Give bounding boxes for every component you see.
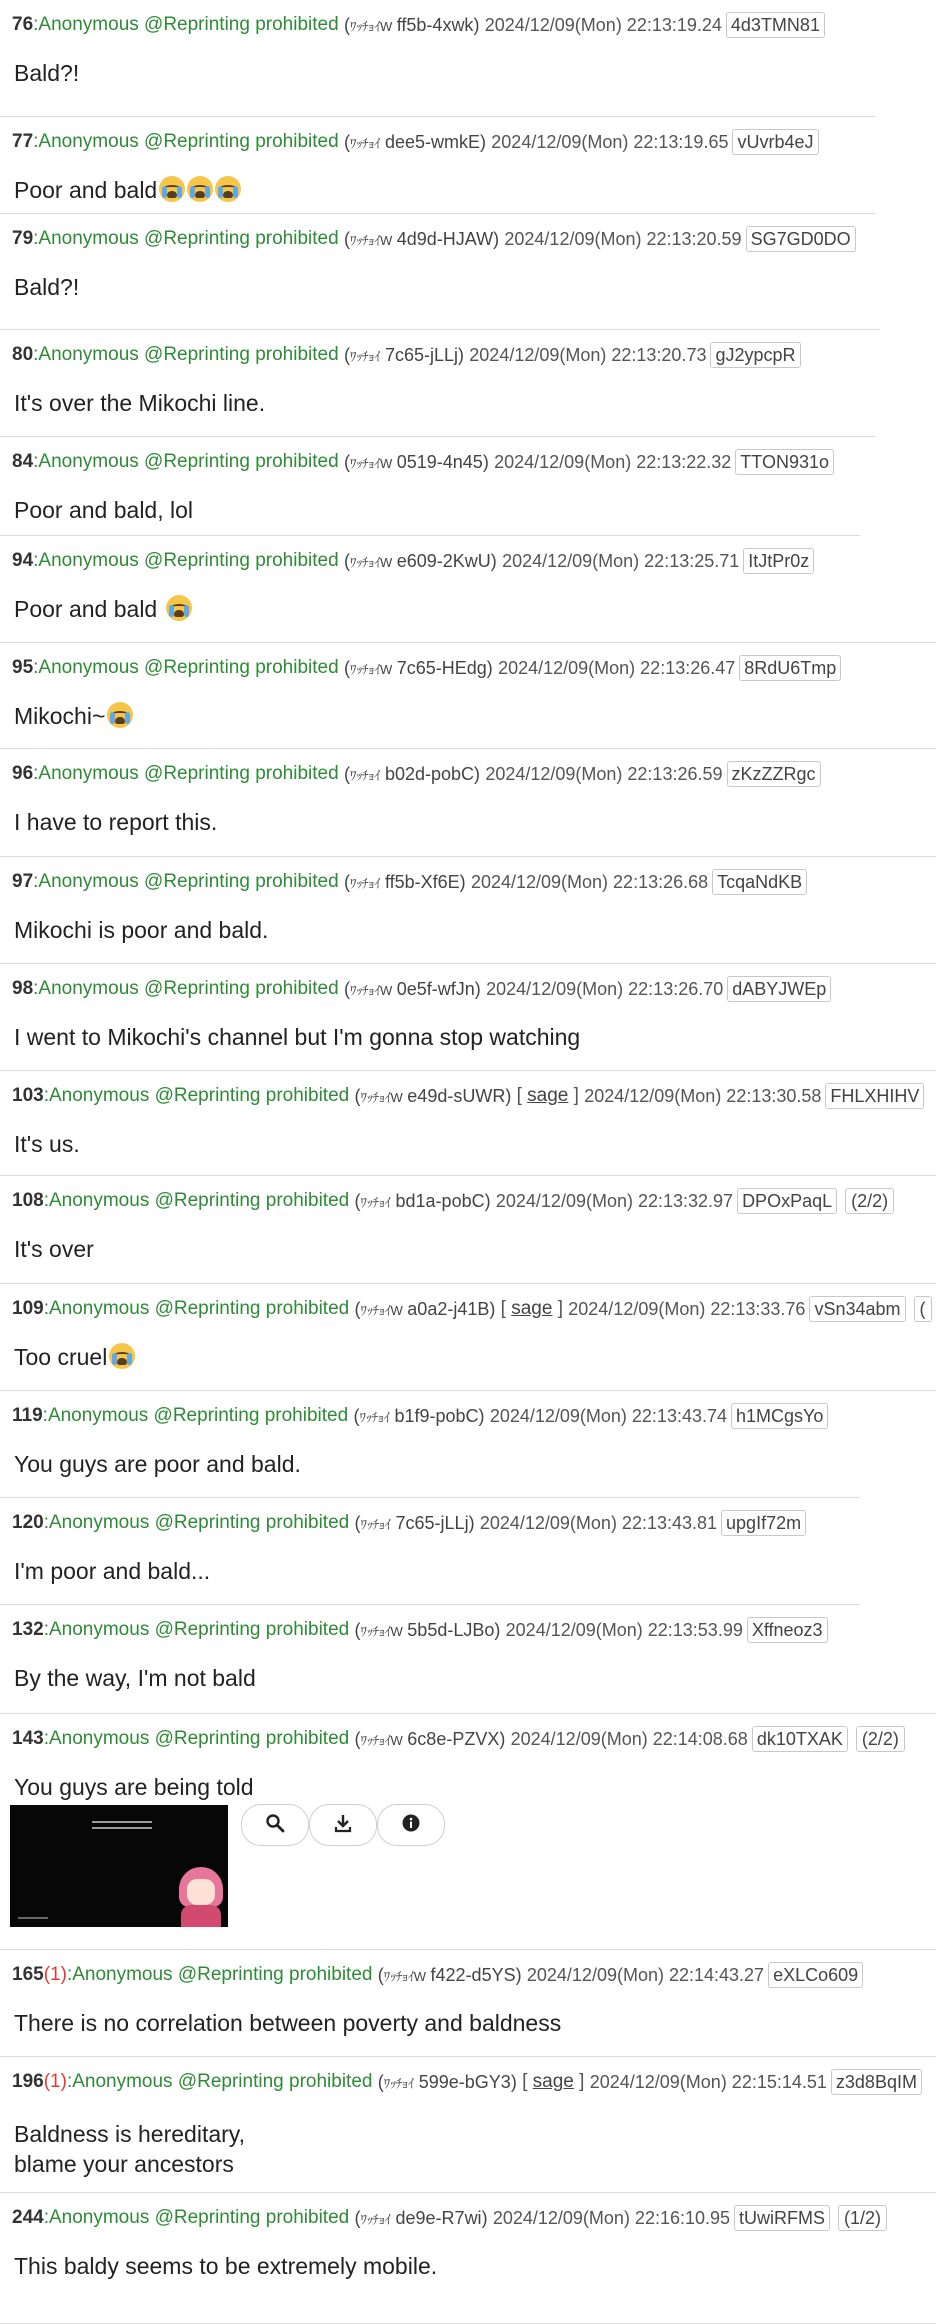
post-count-badge: ( — [914, 1296, 932, 1322]
post-number[interactable]: 80 — [12, 344, 34, 365]
post-number[interactable]: 119 — [12, 1405, 43, 1426]
post-date: 2024/12/09(Mon) 22:13:30.58 — [584, 1085, 822, 1106]
post-message — [14, 915, 268, 945]
post-date: 2024/12/09(Mon) 22:13:43.81 — [479, 1512, 718, 1533]
post — [0, 1498, 936, 1605]
post-number[interactable]: 79 — [12, 228, 34, 249]
trip-code: 0519-4n45 — [396, 451, 483, 472]
tear-right-icon — [177, 186, 182, 198]
poster-trip: (ﾜｯﾁｮｲ de9e-R7wi) — [354, 2207, 488, 2228]
post — [0, 857, 936, 964]
zoom-button[interactable] — [241, 1804, 309, 1846]
trip-kana: ﾜｯﾁｮｲW — [349, 554, 392, 570]
post-date: 2024/12/09(Mon) 22:13:20.59 — [504, 228, 742, 249]
post-message — [14, 701, 133, 731]
colon-separator: : — [43, 1190, 49, 1211]
post — [0, 1391, 936, 1498]
poster-id[interactable]: eXLCo609 — [768, 1962, 863, 1988]
colon-separator: : — [33, 344, 39, 365]
tear-left-icon — [190, 186, 195, 198]
post-header — [12, 546, 814, 576]
post-date: 2024/12/09(Mon) 22:13:20.73 — [469, 344, 707, 365]
trip-code: b1f9-pobC — [394, 1405, 479, 1426]
post-header — [12, 1294, 932, 1324]
image-caption-text — [92, 1821, 152, 1835]
poster-id[interactable]: vUvrb4eJ — [732, 129, 818, 155]
poster-id[interactable]: TcqaNdKB — [712, 869, 807, 895]
post-message — [14, 175, 241, 205]
post-date: 2024/12/09(Mon) 22:16:10.95 — [492, 2207, 731, 2228]
colon-separator: : — [33, 657, 39, 678]
post — [0, 749, 936, 857]
poster-name[interactable]: Anonymous @Reprinting prohibited — [48, 1728, 350, 1749]
tear-left-icon — [110, 712, 115, 724]
post-header — [12, 2203, 887, 2233]
post-number[interactable]: 132 — [12, 1619, 44, 1640]
trip-code: 599e-bGY3 — [418, 2071, 511, 2092]
post-header — [12, 759, 821, 789]
post-number[interactable]: 96 — [12, 763, 34, 784]
post-date: 2024/12/09(Mon) 22:13:25.71 — [502, 550, 740, 571]
post-message — [14, 2008, 561, 2038]
poster-id[interactable]: 8RdU6Tmp — [739, 655, 841, 681]
post-date: 2024/12/09(Mon) 22:13:26.59 — [485, 763, 723, 784]
tear-right-icon — [205, 186, 210, 198]
trip-code: a0a2-j41B — [407, 1298, 490, 1319]
colon-separator: : — [33, 763, 39, 784]
post-message — [14, 807, 217, 837]
trip-kana: ﾜｯﾁｮｲW — [360, 1732, 403, 1748]
post-header — [12, 1724, 905, 1754]
post-message — [14, 1129, 80, 1159]
trip-kana: ﾜｯﾁｮｲ — [349, 767, 380, 783]
poster-name[interactable]: Anonymous @Reprinting prohibited — [38, 344, 339, 365]
post — [0, 643, 936, 749]
poster-trip: (ﾜｯﾁｮｲW e609-2KwU) — [343, 550, 497, 571]
colon-separator: : — [33, 451, 39, 472]
colon-separator: : — [33, 871, 39, 892]
post-message — [14, 594, 192, 624]
post-header — [12, 447, 834, 477]
post-number[interactable]: 165 — [12, 1964, 44, 1985]
trip-kana: ﾜｯﾁｮｲ — [349, 348, 380, 364]
poster-trip: (ﾜｯﾁｮｲW 0e5f-wfJn) — [343, 978, 481, 999]
trip-kana: ﾜｯﾁｮｲW — [349, 455, 392, 471]
poster-name[interactable]: Anonymous @Reprinting prohibited — [48, 2207, 350, 2228]
post-count-badge: (2/2) — [845, 1188, 894, 1214]
sage-marker: [ sage ] — [495, 1298, 563, 1319]
post — [0, 0, 936, 117]
colon-separator: : — [43, 1298, 49, 1319]
message-text: Poor and bald — [14, 596, 164, 622]
reply-count-link[interactable]: (1) — [43, 1964, 67, 1985]
post-date: 2024/12/09(Mon) 22:13:26.68 — [470, 871, 709, 892]
post — [0, 964, 936, 1071]
message-text: It's us. — [14, 1131, 80, 1157]
trip-code: 5b5d-LJBo — [407, 1619, 495, 1640]
post-header — [12, 867, 807, 897]
message-text: It's over the Mikochi line. — [14, 390, 266, 416]
crying-face-icon — [166, 595, 192, 621]
colon-separator: : — [33, 131, 39, 152]
post-number[interactable]: 120 — [12, 1512, 44, 1533]
poster-id[interactable]: FHLXHIHV — [825, 1083, 924, 1109]
poster-trip: (ﾜｯﾁｮｲW 4d9d-HJAW) — [343, 228, 500, 249]
download-button[interactable] — [309, 1804, 377, 1846]
trip-kana: ﾜｯﾁｮｲW — [349, 18, 392, 34]
post-number[interactable]: 143 — [12, 1728, 44, 1749]
poster-name[interactable]: Anonymous @Reprinting prohibited — [38, 763, 339, 784]
post — [0, 1284, 936, 1391]
poster-id[interactable]: Xffneoz3 — [747, 1617, 828, 1643]
colon-separator: : — [66, 2071, 73, 2092]
trip-code: 0e5f-wfJn — [396, 978, 475, 999]
colon-separator: : — [66, 1964, 73, 1985]
post-header — [12, 1508, 806, 1538]
trip-code: 6c8e-PZVX — [407, 1728, 500, 1749]
tear-right-icon — [127, 1353, 132, 1365]
colon-separator: : — [43, 2207, 49, 2228]
tear-left-icon — [218, 186, 223, 198]
post-message — [14, 1772, 254, 1802]
message-text: I have to report this. — [14, 809, 218, 835]
post-number[interactable]: 94 — [12, 550, 34, 571]
colon-separator: : — [42, 1405, 48, 1426]
post-header — [12, 653, 841, 683]
post-number[interactable]: 244 — [12, 2207, 44, 2228]
post — [0, 1605, 936, 1714]
sage-marker: [ sage ] — [516, 2071, 585, 2092]
trip-code: b02d-pobC — [384, 763, 475, 784]
poster-name[interactable]: Anonymous @Reprinting prohibited — [38, 978, 339, 999]
trip-code: 7c65-HEdg — [396, 657, 487, 678]
post-number[interactable]: 97 — [12, 871, 34, 892]
post — [0, 214, 936, 330]
message-text: Too cruel — [14, 1344, 108, 1370]
post-header — [12, 1615, 828, 1645]
post-message — [14, 272, 79, 302]
post-date: 2024/12/09(Mon) 22:13:19.65 — [491, 131, 729, 152]
post-header — [12, 340, 801, 370]
trip-kana: ﾜｯﾁｮｲW — [360, 1089, 403, 1105]
poster-id[interactable]: dk10TXAK — [752, 1726, 848, 1752]
poster-id[interactable]: ItJtPr0z — [743, 548, 814, 574]
avatar-body — [181, 1905, 221, 1927]
poster-trip: (ﾜｯﾁｮｲW f422-d5YS) — [377, 1964, 522, 1985]
post-message — [14, 1342, 135, 1372]
post — [0, 536, 936, 643]
tear-right-icon — [233, 186, 238, 198]
post-count-badge: (1/2) — [838, 2205, 887, 2231]
post — [0, 330, 936, 437]
post-header — [12, 224, 856, 254]
colon-separator: : — [33, 228, 39, 249]
poster-trip: (ﾜｯﾁｮｲ 7c65-jLLj) — [354, 1512, 475, 1533]
colon-separator: : — [43, 1085, 49, 1106]
message-text: By the way, I'm not bald — [14, 1665, 256, 1691]
message-text: There is no correlation between poverty and baldness — [14, 2010, 562, 2036]
sage-link[interactable]: sage — [527, 1085, 569, 1106]
post-number[interactable]: 108 — [12, 1190, 44, 1211]
magnifier-icon — [265, 1813, 285, 1838]
colon-separator: : — [33, 550, 39, 571]
poster-id[interactable]: dABYJWEp — [727, 976, 831, 1002]
message-text: Bald?! — [14, 60, 80, 86]
post-number[interactable]: 98 — [12, 978, 34, 999]
message-text: Mikochi~ — [14, 703, 106, 729]
trip-kana: ﾜｯﾁｮｲ — [349, 875, 380, 891]
poster-name[interactable]: Anonymous @Reprinting prohibited — [48, 1190, 350, 1211]
trip-code: 7c65-jLLj — [395, 1512, 469, 1533]
post — [0, 2193, 936, 2324]
poster-name[interactable]: Anonymous @Reprinting prohibited — [38, 14, 339, 35]
trip-code: f422-d5YS — [430, 1964, 516, 1985]
tear-left-icon — [162, 186, 167, 198]
poster-name[interactable]: Anonymous @Reprinting prohibited — [72, 1964, 373, 1985]
post-number[interactable]: 84 — [12, 451, 34, 472]
image-corner-text — [18, 1917, 48, 1919]
poster-name[interactable]: Anonymous @Reprinting prohibited — [48, 1085, 350, 1106]
post-number[interactable]: 196 — [12, 2071, 44, 2092]
poster-trip: (ﾜｯﾁｮｲW 6c8e-PZVX) — [354, 1728, 506, 1749]
post — [0, 2057, 936, 2193]
trip-kana: ﾜｯﾁｮｲ — [383, 2075, 414, 2091]
poster-name[interactable]: Anonymous @Reprinting prohibited — [72, 2071, 373, 2092]
colon-separator: : — [33, 978, 39, 999]
message-text: I went to Mikochi's channel but I'm gonna stop watching — [14, 1024, 581, 1050]
post-header — [12, 10, 825, 40]
message-text: It's over — [14, 1236, 94, 1262]
poster-trip: (ﾜｯﾁｮｲ 7c65-jLLj) — [343, 344, 464, 365]
poster-trip: (ﾜｯﾁｮｲ 599e-bGY3) — [377, 2071, 517, 2092]
message-text: Poor and bald, lol — [14, 497, 194, 523]
message-text: Baldness is hereditary, blame your ancestors — [14, 2121, 245, 2177]
image-info-button[interactable] — [377, 1804, 445, 1846]
post-date: 2024/12/09(Mon) 22:14:08.68 — [510, 1728, 748, 1749]
trip-kana: ﾜｯﾁｮｲW — [360, 1302, 403, 1318]
message-text: Bald?! — [14, 274, 80, 300]
post — [0, 1950, 936, 2057]
post-message — [14, 388, 265, 418]
trip-kana: ﾜｯﾁｮｲ — [360, 1194, 391, 1210]
post-message — [14, 2251, 437, 2281]
sage-link[interactable]: sage — [511, 1298, 553, 1319]
trip-code: ff5b-Xf6E — [384, 871, 460, 892]
post-message — [14, 1556, 210, 1586]
trip-kana: ﾜｯﾁｮｲ — [359, 1409, 390, 1425]
post-count-badge: (2/2) — [856, 1726, 905, 1752]
trip-kana: ﾜｯﾁｮｲW — [349, 661, 392, 677]
post-header — [12, 1401, 828, 1431]
poster-name[interactable]: Anonymous @Reprinting prohibited — [38, 228, 339, 249]
trip-code: 7c65-jLLj — [384, 344, 458, 365]
poster-trip: (ﾜｯﾁｮｲW 0519-4n45) — [343, 451, 489, 472]
trip-code: de9e-R7wi — [395, 2207, 482, 2228]
colon-separator: : — [43, 1728, 49, 1749]
post-date: 2024/12/09(Mon) 22:13:32.97 — [495, 1190, 734, 1211]
tear-left-icon — [112, 1353, 117, 1365]
message-text: You guys are poor and bald. — [14, 1451, 301, 1477]
poster-trip: (ﾜｯﾁｮｲ dee5-wmkE) — [343, 131, 486, 152]
crying-face-icon — [215, 176, 241, 202]
trip-kana: ﾜｯﾁｮｲ — [360, 2211, 391, 2227]
poster-id[interactable]: tUwiRFMS — [734, 2205, 830, 2231]
post-message — [14, 1022, 580, 1052]
trip-kana: ﾜｯﾁｮｲW — [349, 982, 392, 998]
post-date: 2024/12/09(Mon) 22:13:26.47 — [498, 657, 736, 678]
trip-code: dee5-wmkE — [384, 131, 480, 152]
post-message — [14, 2119, 245, 2179]
poster-trip: (ﾜｯﾁｮｲW 5b5d-LJBo) — [354, 1619, 501, 1640]
post-date: 2024/12/09(Mon) 22:13:53.99 — [505, 1619, 743, 1640]
avatar-face — [187, 1879, 215, 1905]
poster-id[interactable]: vSn34abm — [809, 1296, 905, 1322]
poster-name[interactable]: Anonymous @Reprinting prohibited — [38, 451, 339, 472]
post-header — [12, 2067, 922, 2097]
trip-code: 4d9d-HJAW — [396, 228, 494, 249]
post-date: 2024/12/09(Mon) 22:15:14.51 — [589, 2071, 827, 2092]
poster-name[interactable]: Anonymous @Reprinting prohibited — [48, 1512, 350, 1533]
reply-count-link[interactable]: (1) — [43, 2071, 67, 2092]
poster-trip: (ﾜｯﾁｮｲW 7c65-HEdg) — [343, 657, 493, 678]
poster-id[interactable]: 4d3TMN81 — [726, 12, 825, 38]
crying-face-icon — [107, 702, 133, 728]
download-icon — [333, 1813, 353, 1838]
character-avatar — [175, 1865, 227, 1927]
trip-code: bd1a-pobC — [395, 1190, 485, 1211]
post-header — [12, 127, 819, 157]
poster-trip: (ﾜｯﾁｮｲW a0a2-j41B) — [354, 1298, 496, 1319]
post-date: 2024/12/09(Mon) 22:14:43.27 — [526, 1964, 765, 1985]
post-header — [12, 974, 831, 1004]
post-number[interactable]: 77 — [12, 131, 34, 152]
poster-id[interactable]: gJ2ypcpR — [710, 342, 800, 368]
post-date: 2024/12/09(Mon) 22:13:19.24 — [484, 14, 722, 35]
poster-name[interactable]: Anonymous @Reprinting prohibited — [47, 1405, 349, 1426]
trip-kana: ﾜｯﾁｮｲW — [360, 1623, 403, 1639]
poster-id[interactable]: z3d8BqIM — [831, 2069, 922, 2095]
post-date: 2024/12/09(Mon) 22:13:26.70 — [486, 978, 724, 999]
info-icon — [401, 1813, 421, 1838]
poster-name[interactable]: Anonymous @Reprinting prohibited — [48, 1619, 350, 1640]
poster-name[interactable]: Anonymous @Reprinting prohibited — [38, 550, 339, 571]
poster-trip: (ﾜｯﾁｮｲ ff5b-Xf6E) — [343, 871, 466, 892]
poster-id[interactable]: h1MCgsYo — [731, 1403, 828, 1429]
poster-trip: (ﾜｯﾁｮｲ b02d-pobC) — [343, 763, 481, 784]
sage-link[interactable]: sage — [532, 2071, 574, 2092]
post-date: 2024/12/09(Mon) 22:13:43.74 — [489, 1405, 727, 1426]
colon-separator: : — [43, 1619, 49, 1640]
trip-code: ff5b-4xwk — [396, 14, 474, 35]
poster-trip: (ﾜｯﾁｮｲ b1f9-pobC) — [353, 1405, 485, 1426]
post-number[interactable]: 109 — [12, 1298, 44, 1319]
trip-code: e609-2KwU — [396, 550, 491, 571]
trip-code: e49d-sUWR — [407, 1085, 506, 1106]
poster-name[interactable]: Anonymous @Reprinting prohibited — [48, 1298, 350, 1319]
poster-id[interactable]: upgIf72m — [721, 1510, 806, 1536]
poster-trip: (ﾜｯﾁｮｲW ff5b-4xwk) — [343, 14, 480, 35]
colon-separator: : — [33, 14, 39, 35]
post — [0, 1714, 936, 1950]
post-number[interactable]: 103 — [12, 1085, 44, 1106]
post — [0, 1071, 936, 1176]
post-date: 2024/12/09(Mon) 22:13:22.32 — [494, 451, 732, 472]
message-text: Poor and bald — [14, 177, 158, 203]
colon-separator: : — [43, 1512, 49, 1533]
post-number[interactable]: 95 — [12, 657, 34, 678]
poster-trip: (ﾜｯﾁｮｲ bd1a-pobC) — [354, 1190, 491, 1211]
poster-id[interactable]: TTON931o — [735, 449, 834, 475]
trip-kana: ﾜｯﾁｮｲW — [383, 1968, 426, 1984]
tear-right-icon — [184, 605, 189, 617]
post-header — [12, 1081, 924, 1111]
post-message — [14, 1234, 94, 1264]
post-message — [14, 1449, 301, 1479]
post-date: 2024/12/09(Mon) 22:13:33.76 — [568, 1298, 806, 1319]
crying-face-icon — [109, 1343, 135, 1369]
poster-name[interactable]: Anonymous @Reprinting prohibited — [38, 871, 339, 892]
post — [0, 117, 936, 214]
post — [0, 437, 936, 536]
sage-marker: [ sage ] — [511, 1085, 579, 1106]
crying-face-icon — [187, 176, 213, 202]
post-header — [12, 1960, 863, 1990]
poster-id[interactable]: DPOxPaqL — [737, 1188, 837, 1214]
message-text: You guys are being told — [14, 1774, 254, 1800]
message-text: Mikochi is poor and bald. — [14, 917, 269, 943]
tear-right-icon — [125, 712, 130, 724]
poster-name[interactable]: Anonymous @Reprinting prohibited — [38, 657, 339, 678]
attached-image-thumbnail[interactable] — [10, 1805, 228, 1927]
post-message — [14, 1663, 256, 1693]
post-header — [12, 1186, 894, 1216]
message-text: I'm poor and bald... — [14, 1558, 211, 1584]
post — [0, 1176, 936, 1284]
poster-trip: (ﾜｯﾁｮｲW e49d-sUWR) — [354, 1085, 512, 1106]
poster-name[interactable]: Anonymous @Reprinting prohibited — [38, 131, 339, 152]
trip-kana: ﾜｯﾁｮｲW — [349, 232, 392, 248]
trip-kana: ﾜｯﾁｮｲ — [349, 135, 380, 151]
poster-id[interactable]: SG7GD0DO — [746, 226, 856, 252]
trip-kana: ﾜｯﾁｮｲ — [360, 1516, 391, 1532]
tear-left-icon — [169, 605, 174, 617]
poster-id[interactable]: zKzZZRgc — [727, 761, 821, 787]
message-text: This baldy seems to be extremely mobile. — [14, 2253, 438, 2279]
crying-face-icon — [159, 176, 185, 202]
post-message — [14, 495, 193, 525]
post-number[interactable]: 76 — [12, 14, 34, 35]
post-message — [14, 58, 79, 88]
